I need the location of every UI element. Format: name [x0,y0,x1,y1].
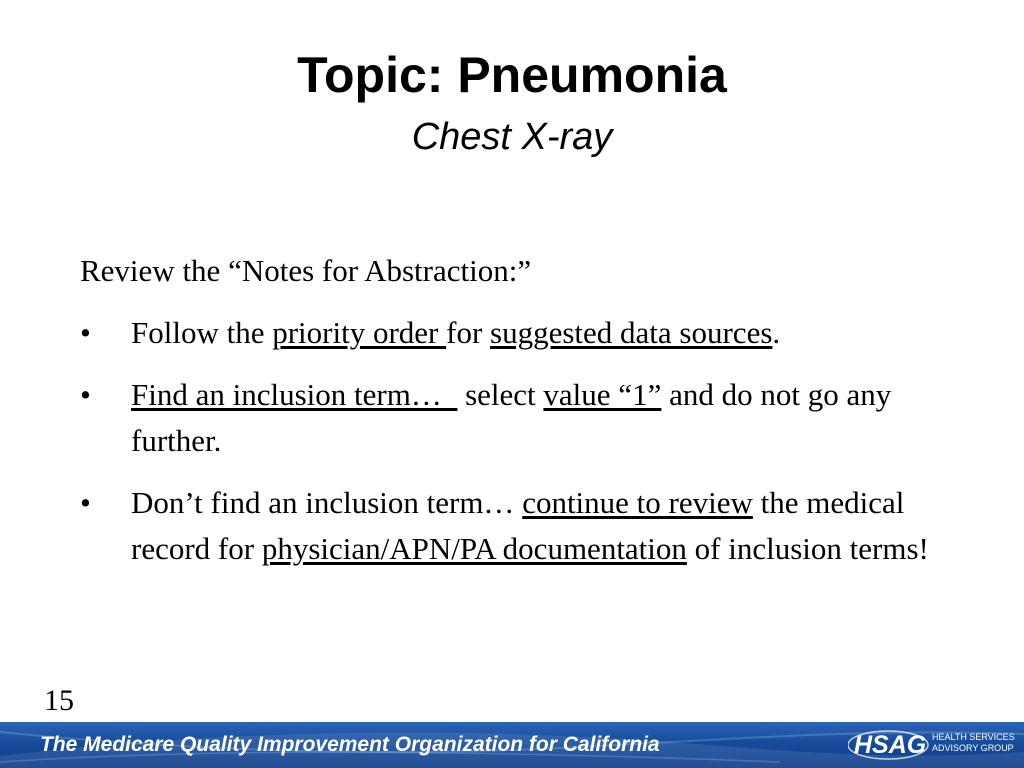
bullet-item-priority-order [80,310,960,356]
logo-mark: HSAG [854,731,927,759]
bullet-item-continue-review [80,480,960,572]
intro-text: Review the “Notes for Abstraction:” [80,253,532,288]
underlined-term: physician/APN/PA documentation [261,531,687,566]
bullet-item-find-inclusion-term [80,372,960,464]
footer-band [0,722,1024,768]
bullet-text: and do not go any further. [131,377,892,458]
footer-organization-text: The Medicare Quality Improvement Organization for California [40,733,660,756]
underlined-term: value “1” [543,377,662,412]
bullet-text: select [457,377,544,412]
underlined-term: suggested data sources [490,315,773,350]
bullet-icon: • [80,485,91,520]
underlined-term: continue to review [522,485,753,520]
hsag-logo [854,727,1014,763]
page-number: 15 [44,684,74,717]
bullet-text: of inclusion terms! [686,531,929,566]
bullet-text: for [446,315,491,350]
slide-subtitle: Chest X-ray [411,116,613,158]
logo-line-1: HEALTH SERVICES [932,732,1015,742]
logo-tagline [932,732,1016,754]
bullet-text: . [772,315,781,350]
bullet-text: Follow the [131,315,273,350]
underlined-term: Find an inclusion term… [131,377,458,412]
slide-body [80,248,960,588]
bullet-list [80,310,960,572]
bullet-icon: • [80,377,91,412]
bullet-text: the medical record for [131,485,905,566]
slide-title: Topic: Pneumonia [297,47,727,103]
logo-line-2: ADVISORY GROUP [932,743,1014,753]
bullet-text: Don’t find an inclusion term… [131,485,523,520]
underlined-term: priority order [272,315,447,350]
bullet-icon: • [80,315,91,350]
